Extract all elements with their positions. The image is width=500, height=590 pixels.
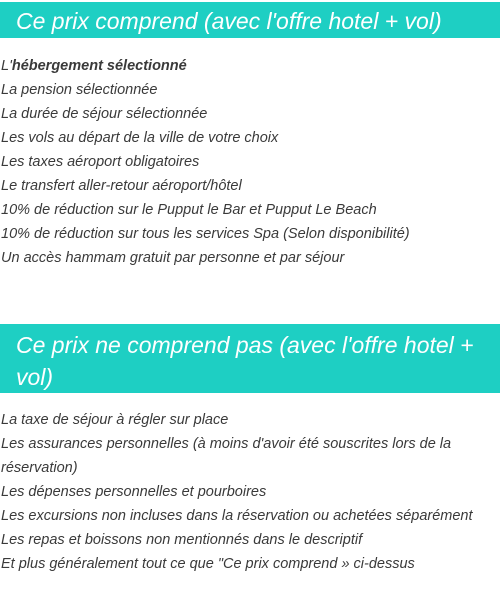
- list-item-prefix: L': [1, 58, 12, 74]
- list-item: La taxe de séjour à régler sur place: [1, 412, 229, 428]
- list-item: Les excursions non incluses dans la réservation ou achetées séparément: [1, 508, 473, 524]
- list-item: Les vols au départ de la ville de votre choix: [1, 130, 279, 146]
- list-item: Le transfert aller-retour aéroport/hôtel: [1, 178, 242, 194]
- excluded-section: [0, 324, 500, 576]
- list-item: Et plus généralement tout ce que "Ce prix comprend » ci-dessus: [1, 556, 415, 572]
- list-item: 10% de réduction sur tous les services Spa (Selon disponibilité): [1, 226, 410, 242]
- included-section: [0, 2, 500, 270]
- excluded-list: [0, 408, 500, 576]
- list-item: [0, 54, 500, 78]
- excluded-section-title: Ce prix ne comprend pas (avec l'offre hotel + vol): [0, 324, 500, 393]
- included-section-title: Ce prix comprend (avec l'offre hotel + vol): [0, 2, 500, 38]
- list-item: La pension sélectionnée: [1, 82, 158, 98]
- list-item: 10% de réduction sur le Pupput le Bar et Pupput Le Beach: [1, 202, 377, 218]
- list-item-bold-text: hébergement sélectionné: [11, 58, 187, 74]
- list-item: Les taxes aéroport obligatoires: [1, 154, 200, 170]
- list-item: Les dépenses personnelles et pourboires: [1, 484, 267, 500]
- list-item: Les assurances personnelles (à moins d'avoir été souscrites lors de la réservation): [1, 436, 452, 476]
- list-item: Un accès hammam gratuit par personne et par séjour: [1, 250, 345, 266]
- included-list: [0, 54, 500, 270]
- list-item: Les repas et boissons non mentionnés dans le descriptif: [1, 532, 363, 548]
- list-item: La durée de séjour sélectionnée: [1, 106, 208, 122]
